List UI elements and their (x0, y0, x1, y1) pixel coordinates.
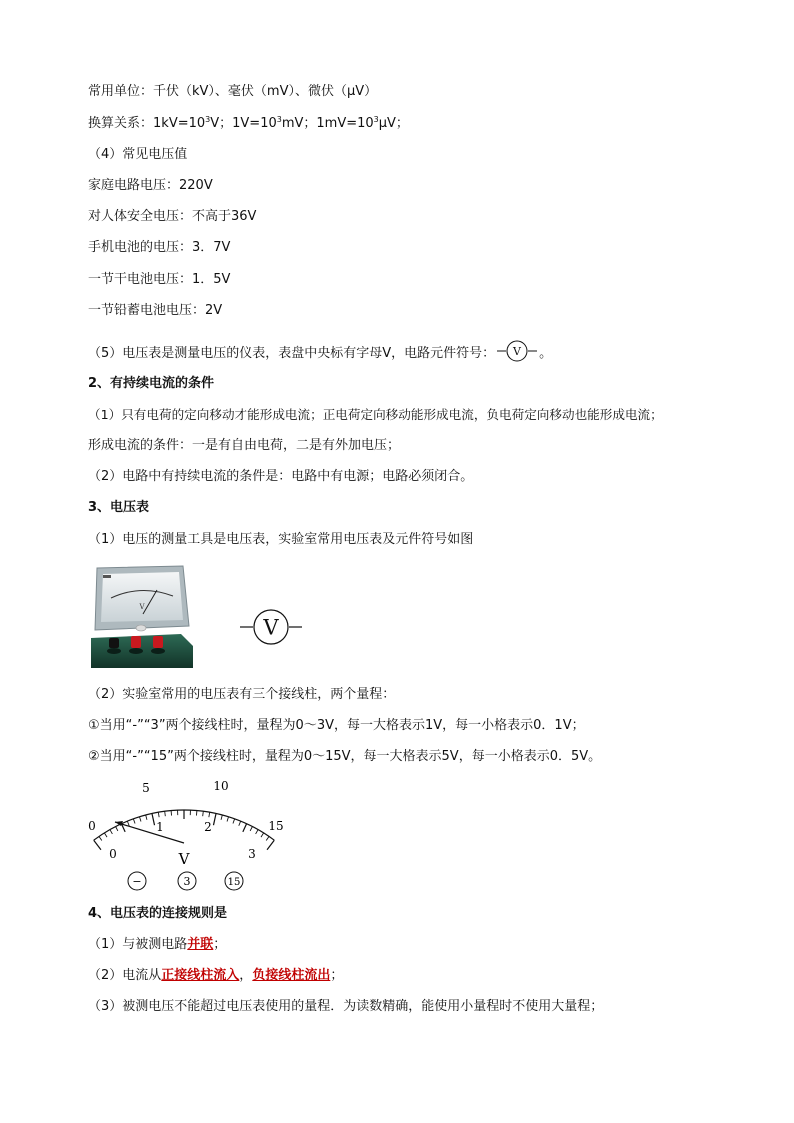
dial-unit-label: V (178, 850, 190, 868)
dial-tick (165, 811, 166, 816)
voltmeter-dial-diagram (84, 775, 294, 895)
dial-tick (139, 817, 140, 822)
ranges-heading: （2）实验室常用的电压表有三个接线柱，两个量程： (88, 687, 396, 702)
dial-inner-label: 3 (248, 847, 256, 861)
range-1: ①当用“-”“3”两个接线柱时，量程为0～3V，每一大格表示1V，每一小格表示0．1V； (88, 718, 585, 733)
section4-title: 4、电压表的连接规则是 (88, 906, 228, 921)
dial-tick (233, 819, 235, 824)
voltmeter-note-end: 。 (539, 346, 553, 361)
section3-title: 3、电压表 (88, 500, 150, 515)
rule-2-text: （2）电流从 (88, 968, 162, 983)
dial-tick (116, 827, 118, 831)
voltmeter-symbol-letter: V (513, 345, 522, 358)
terminal-negative (128, 872, 146, 890)
rule-1-text: （1）与被测电路 (88, 937, 188, 952)
dial-outer-label: 5 (142, 781, 150, 795)
dial-tick (243, 824, 247, 832)
range-2: ②当用“-”“15”两个接线柱时，量程为0～15V，每一大格表示5V，每一小格表示0．5V。 (88, 749, 602, 764)
dial-outer-label: 10 (213, 779, 229, 793)
voltmeter-symbol-large-icon (240, 605, 302, 649)
rule-2-highlight-positive: 正接线柱流入 (161, 968, 240, 983)
units-label: 常用单位： (88, 84, 154, 99)
dial-tick (250, 827, 252, 831)
section3-intro: （1）电压的测量工具是电压表，实验室常用电压表及元件符号如图 (88, 532, 474, 547)
rule-1-highlight: 并联 (187, 937, 214, 952)
dial-tick (261, 833, 264, 837)
rule-2-separator: ， (239, 968, 253, 983)
conversion-label: 换算关系： (88, 116, 154, 131)
voltmeter-note-text: （5）电压表是测量电压的仪表，表盘中央标有字母V，电路元件符号： (88, 346, 496, 361)
dial-tick (209, 812, 210, 817)
dial-tick (99, 836, 102, 840)
dial-tick (133, 819, 135, 824)
section2-line: 形成电流的条件：一是有自由电荷，二是有外加电压； (88, 438, 401, 453)
common-value-item: 一节干电池电压：1．5V (88, 272, 231, 287)
common-value-item: 家庭电路电压：220V (88, 178, 213, 193)
dial-needle (115, 822, 184, 843)
voltmeter-symbol-icon (497, 340, 537, 362)
dial-tick (267, 840, 274, 850)
dial-ticks (94, 810, 275, 850)
rule-2-end: ； (330, 968, 344, 983)
dial-tick (213, 813, 216, 825)
dial-inner-label: 0 (109, 847, 117, 861)
voltmeter-note (88, 340, 552, 362)
rule-1 (88, 937, 226, 953)
terminal-label: 15 (227, 877, 241, 888)
section2-line: （1）只有电荷的定向移动才能形成电流；正电荷定向移动能形成电流，负电荷定向移动也能形成电流； (88, 407, 663, 422)
voltmeter-symbol-large-letter: V (263, 615, 279, 640)
common-value-item: 一节铅蓄电池电压：2V (88, 303, 223, 318)
conversion-exponent: 3 (373, 115, 379, 124)
dial-inner-label: 2 (204, 820, 212, 834)
dial-tick (146, 815, 147, 820)
dial-tick (94, 840, 101, 850)
terminal-label: − (132, 875, 142, 888)
units-line (88, 84, 377, 100)
section2-line: （2）电路中有持续电流的条件是：电路中有电源；电路必须闭合。 (88, 469, 474, 484)
rule-2 (88, 968, 343, 984)
dial-inner-label: 1 (156, 820, 164, 834)
dial-outer-label: 0 (88, 819, 96, 833)
conversion-exponent: 3 (205, 115, 211, 124)
dial-tick (266, 836, 269, 840)
conversion-part: mV；1mV=10 (281, 116, 374, 131)
section2-title: 2、有持续电流的条件 (88, 376, 215, 391)
units-text: 千伏（kV）、毫伏（mV）、微伏（μV） (153, 84, 378, 99)
rule-2-highlight-negative: 负接线柱流出 (252, 968, 331, 983)
conversion-line (88, 116, 409, 132)
conversion-part: μV； (378, 116, 409, 131)
photo-dial-letter: V (139, 603, 145, 611)
dial-tick (158, 812, 159, 817)
common-value-item: 对人体安全电压：不高于36V (88, 209, 257, 224)
terminal-3 (178, 872, 196, 890)
dial-tick (104, 833, 107, 837)
dial-tick (256, 830, 258, 834)
common-value-item: 手机电池的电压：3．7V (88, 240, 231, 255)
terminal-label: 3 (183, 875, 191, 888)
conversion-exponent: 3 (276, 115, 282, 124)
rule-3: （3）被测电压不能超过电压表使用的量程．为读数精确，能使用小量程时不使用大量程； (88, 999, 604, 1014)
conversion-part: 1kV=10 (153, 116, 206, 131)
conversion-part: V；1V=10 (210, 116, 277, 131)
common-values-heading: （4）常见电压值 (88, 147, 188, 162)
voltmeter-photo (91, 564, 193, 668)
terminal-15 (225, 872, 243, 890)
dial-outer-label: 15 (268, 819, 284, 833)
dial-tick (239, 821, 241, 826)
dial-tick (203, 811, 204, 816)
dial-tick (227, 817, 228, 822)
dial-tick (110, 830, 112, 834)
dial-tick (127, 821, 129, 826)
rule-1-end: ； (213, 937, 227, 952)
dial-tick (221, 815, 222, 820)
dial-tick (152, 813, 155, 825)
